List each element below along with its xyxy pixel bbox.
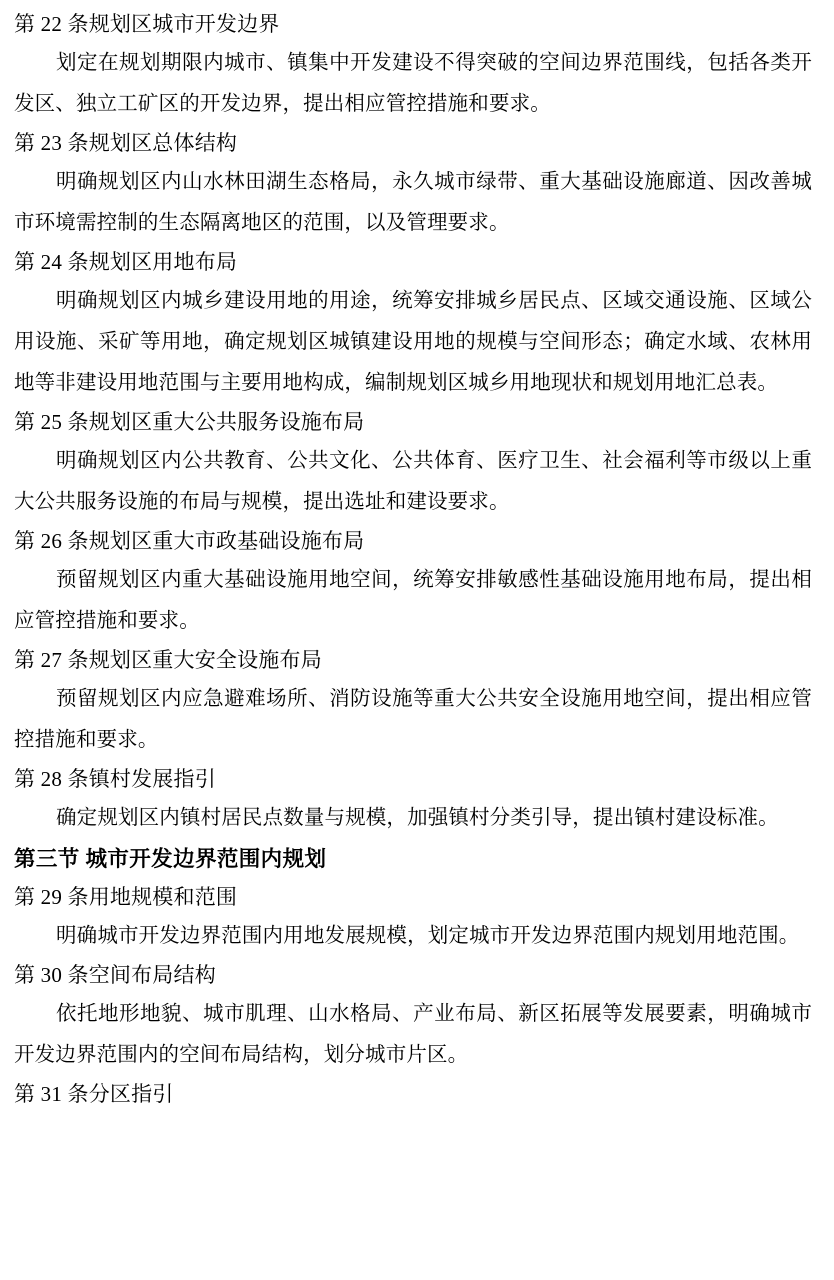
section-heading: 第三节 城市开发边界范围内规划 (14, 847, 327, 871)
body-paragraph: 确定规划区内镇村居民点数量与规模，加强镇村分类引导，提出镇村建设标准。 (56, 807, 779, 829)
body-paragraph: 明确规划区内山水林田湖生态格局，永久城市绿带、重大基础设施廊道、因改善城市环境需控制的生态隔离地区的范围，以及管理要求。 (14, 171, 812, 234)
article-heading: 第 22 条规划区城市开发边界 (14, 12, 280, 36)
body-paragraph: 预留规划区内应急避难场所、消防设施等重大公共安全设施用地空间，提出相应管控措施和要求。 (14, 688, 812, 751)
article-heading: 第 31 条分区指引 (14, 1082, 174, 1106)
body-paragraph: 划定在规划期限内城市、镇集中开发建设不得突破的空间边界范围线，包括各类开发区、独立工矿区的开发边界，提出相应管控措施和要求。 (14, 52, 812, 115)
article-heading: 第 27 条规划区重大安全设施布局 (14, 648, 322, 672)
article-heading: 第 28 条镇村发展指引 (14, 767, 216, 791)
body-paragraph: 依托地形地貌、城市肌理、山水格局、产业布局、新区拓展等发展要素，明确城市开发边界范围内的空间布局结构，划分城市片区。 (14, 1003, 812, 1066)
document-body (14, 6, 812, 1113)
article-heading: 第 30 条空间布局结构 (14, 963, 216, 987)
article-heading: 第 26 条规划区重大市政基础设施布局 (14, 529, 365, 553)
body-paragraph: 明确城市开发边界范围内用地发展规模，划定城市开发边界范围内规划用地范围。 (56, 925, 800, 947)
article-heading: 第 29 条用地规模和范围 (14, 885, 238, 909)
article-heading: 第 23 条规划区总体结构 (14, 131, 238, 155)
body-paragraph: 明确规划区内城乡建设用地的用途，统筹安排城乡居民点、区域交通设施、区域公用设施、采矿等用地，确定规划区城镇建设用地的规模与空间形态；确定水域、农林用地等非建设用地范围与主要用地构成，编制规划区城乡用地现状和规划用地汇总表。 (14, 290, 812, 394)
article-heading: 第 25 条规划区重大公共服务设施布局 (14, 410, 365, 434)
article-heading: 第 24 条规划区用地布局 (14, 250, 238, 274)
body-paragraph: 预留规划区内重大基础设施用地空间，统筹安排敏感性基础设施用地布局，提出相应管控措施和要求。 (14, 569, 812, 632)
body-paragraph: 明确规划区内公共教育、公共文化、公共体育、医疗卫生、社会福利等市级以上重大公共服务设施的布局与规模，提出选址和建设要求。 (14, 450, 812, 513)
